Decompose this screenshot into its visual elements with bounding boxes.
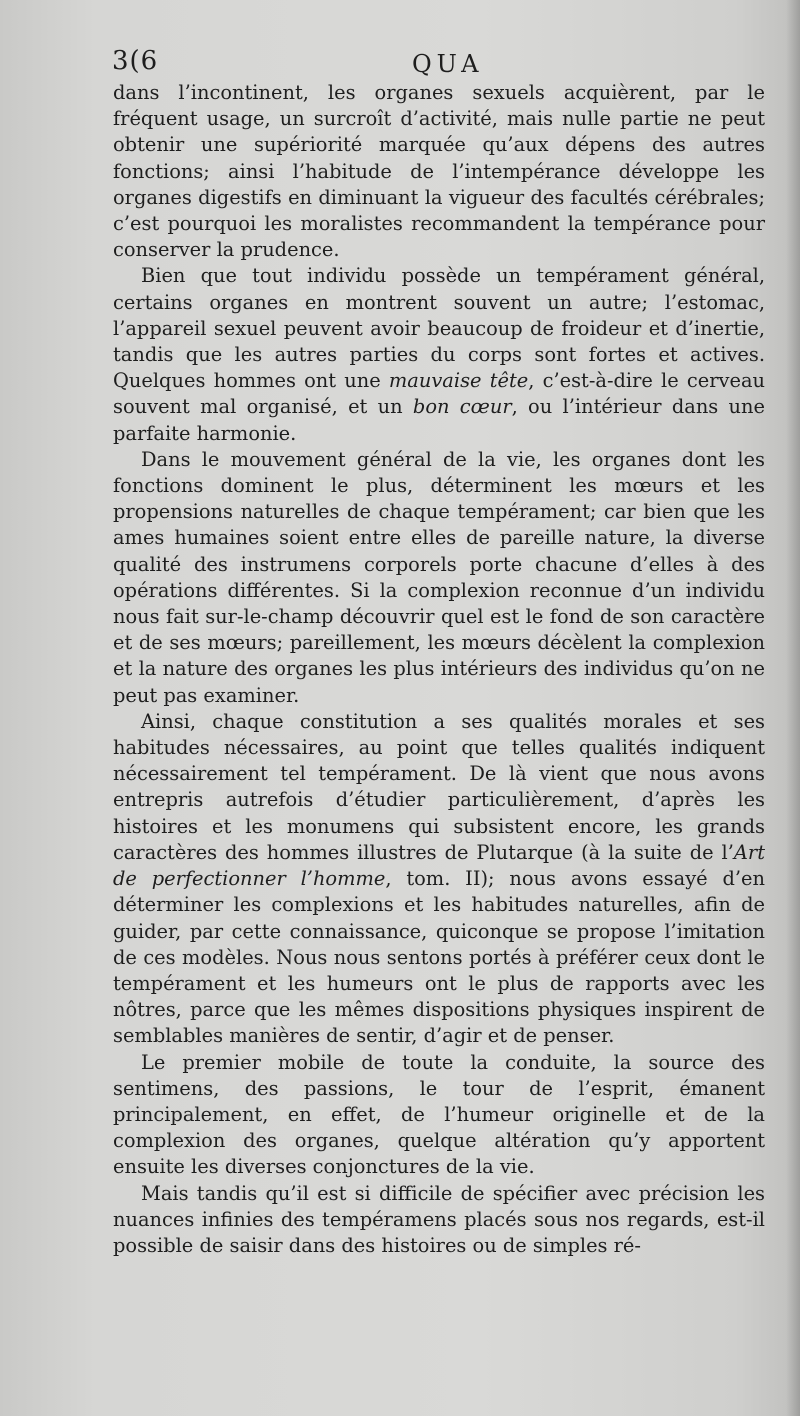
- text-run: Ainsi, chaque constitution a ses qualités morales et ses habitudes nécessaires, au point que telles qualités indiquent nécessairement tel tempérament. De là vient que nous avons entrepris autrefois d’étudier particulièrement, d’après les histoires et les monumens qui subsistent encore, les grands caractères des hommes illustres de Plutarque (à la suite de l’: [113, 709, 765, 864]
- paragraph: [113, 447, 765, 709]
- text-run: Le premier mobile de toute la conduite, la source des sentimens, des passions, le tour de l’esprit, émanent principalement, en effet, de l’humeur originelle et de la complexion des organes, quelque altération qu’y apportent ensuite les diverses conjonctures de la vie.: [113, 1050, 765, 1179]
- paragraph: [113, 709, 765, 1050]
- text-run: , ou l’intérieur dans une parfaite harmonie.: [113, 395, 766, 445]
- italic-text: bon cœur: [412, 395, 512, 419]
- body-text: [113, 80, 765, 1259]
- text-run: , tom. II); nous avons essayé d’en déterminer les complexions et les habitudes naturelles, afin de guider, par cette connaissance, quiconque se propose l’imitation de ces modèles. Nous nous sentons portés à préférer ceux dont le tempérament et les humeurs ont le plus de rapports avec les nôtres, parce que les mêmes dispositions physiques inspirent de semblables manières de sentir, d’agir et de penser.: [113, 867, 765, 1048]
- running-head: QUA: [412, 50, 484, 78]
- paragraph: [113, 1181, 765, 1260]
- paragraph: [113, 263, 765, 446]
- italic-text: mauvaise tête: [388, 369, 529, 393]
- paragraph: [113, 1050, 765, 1181]
- page-header: [112, 46, 772, 82]
- italic-text: Art de perfectionner l’homme: [113, 840, 765, 891]
- text-run: dans l’incontinent, les organes sexuels acquièrent, par le fréquent usage, un surcroît d’activité, mais nulle partie ne peut obtenir une supériorité marquée qu’aux dépens des autres fonctions; ainsi l’habitude de l’intempérance développe les organes digestifs en diminuant la vigueur des facultés cérébrales; c’est pourquoi les moralistes recommandent la tempérance pour conserver la prudence.: [113, 81, 765, 262]
- text-run: Mais tandis qu’il est si difficile de spécifier avec précision les nuances infinies des tempéramens placés sous nos regards, est-il possible de saisir dans des histoires ou de simples ré-: [113, 1181, 765, 1257]
- text-run: Dans le mouvement général de la vie, les organes dont les fonctions dominent le plus, déterminent les mœurs et les propensions naturelles de chaque tempérament; car bien que les ames humaines soient entre elles de pareille nature, la diverse qualité des instrumens corporels porte chacune d’elles à des opérations différentes. Si la complexion reconnue d’un individu nous fait sur-le-champ découvrir quel est le fond de son caractère et de ses mœurs; pareillement, les mœurs décèlent la complexion et la nature des organes les plus intérieurs des individus qu’on ne peut pas examiner.: [113, 447, 765, 707]
- page-edge-shadow: [786, 0, 800, 1416]
- page-number: 3(6: [112, 46, 159, 76]
- text-run: , c’est-à-dire le cerveau souvent mal organisé, et un: [113, 369, 765, 419]
- text-run: Bien que tout individu possède un tempérament général, certains organes en montrent souvent un autre; l’estomac, l’appareil sexuel peuvent avoir beaucoup de froideur et d’inertie, tandis que les autres parties du corps sont fortes et actives. Quelques hommes ont une: [113, 264, 765, 393]
- paragraph: [113, 80, 765, 263]
